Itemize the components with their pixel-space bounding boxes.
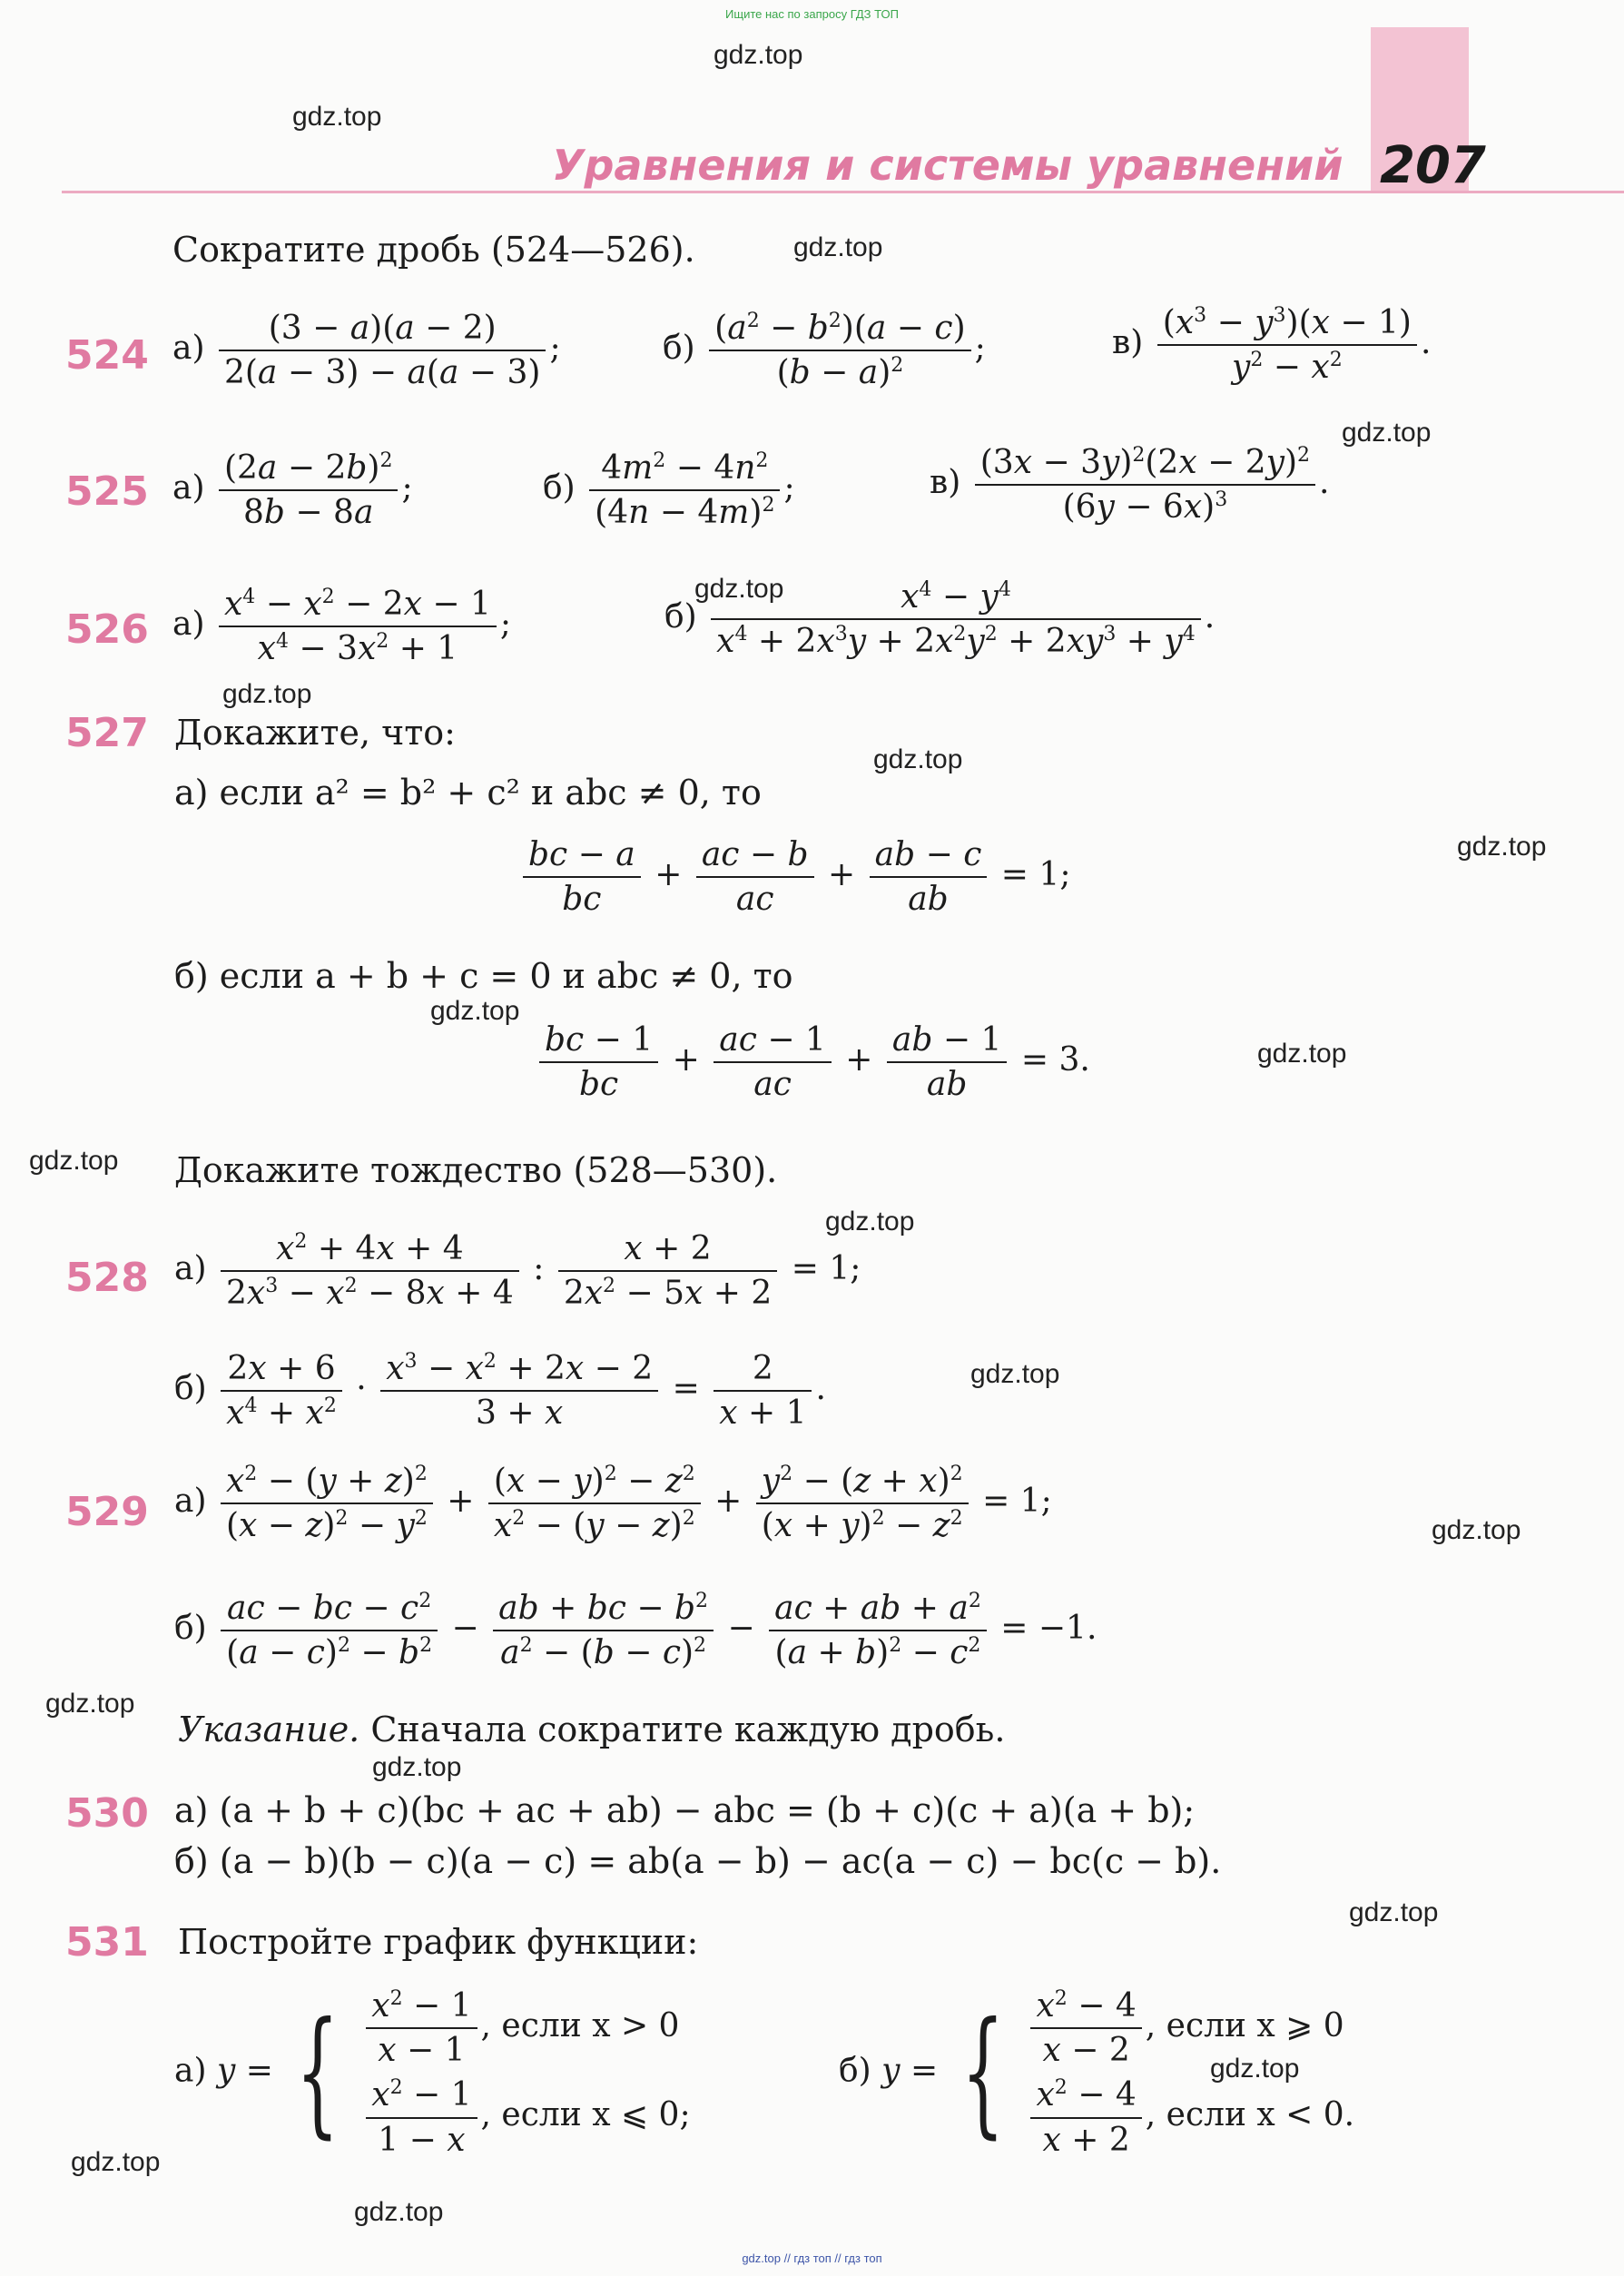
watermark: gdz.top — [970, 1359, 1060, 1389]
watermark: gdz.top — [873, 744, 963, 774]
problem-526-a: а) $\frac{x^4 - x^2 - 2x - 1}{x^4 - 3x^2 + 1}$ ; — [172, 586, 512, 668]
watermark: gdz.top — [714, 40, 803, 70]
problem-531-intro: Постройте график функции: — [178, 1922, 699, 1962]
watermark: gdz.top — [1349, 1897, 1439, 1927]
hint-text: Сначала сократите каждую дробь. — [370, 1709, 1006, 1749]
problem-525-v: в) $\frac{(3x - 3y)^2(2x - 2y)^2}{(6y - 6x)^3}$ . — [930, 444, 1330, 527]
watermark: gdz.top — [354, 2197, 444, 2227]
problem-527-a-identity: $\frac{bc - a}{bc}$ + $\frac{ac - b}{ac}$ + $\frac{ab - c}{ab}$ = 1; — [519, 835, 1070, 919]
bottom-note: gdz.top // гдз топ // гдз топ — [742, 2251, 882, 2265]
problem-527-b-identity: $\frac{bc - 1}{bc}$ + $\frac{ac - 1}{ac}$ + $\frac{ab - 1}{ab}$ = 3. — [536, 1020, 1090, 1104]
problem-526-b: б) $\frac{x^4 - y^4}{x^4 + 2x^3y + 2x^2y^2 + 2xy^3 + y^4}$ . — [664, 578, 1216, 661]
problem-number: 529 — [65, 1489, 149, 1535]
watermark: gdz.top — [1342, 418, 1432, 448]
header-title: Уравнения и системы уравнений — [552, 141, 1343, 190]
watermark: gdz.top — [694, 574, 784, 604]
watermark: gdz.top — [292, 102, 382, 132]
problem-528-b: б) $\frac{2x + 6}{x^4 + x^2}$ · $\frac{x^3 - x^2 + 2x - 2}{3 + x}$ = $\frac{2}{x + 1}$ . — [174, 1350, 826, 1433]
watermark: gdz.top — [1457, 832, 1547, 862]
watermark: gdz.top — [825, 1207, 915, 1237]
problem-number: 526 — [65, 606, 149, 653]
watermark: gdz.top — [222, 679, 312, 709]
top-search-note: Ищите нас по запросу ГДЗ ТОП — [725, 7, 899, 21]
watermark: gdz.top — [1257, 1039, 1347, 1069]
problem-524-a: а) $\frac{(3 - a)(a - 2)}{2(a - 3) - a(a - 3)}$ ; — [172, 310, 561, 392]
problem-524-b: б) $\frac{(a^2 - b^2)(a - c)}{(b - a)^2}$ ; — [663, 310, 986, 392]
problem-number: 525 — [65, 468, 149, 515]
watermark: gdz.top — [1210, 2054, 1300, 2084]
problem-527-b-condition: б) если a + b + c = 0 и abc ≠ 0, то — [174, 956, 793, 996]
watermark: gdz.top — [793, 232, 883, 262]
watermark: gdz.top — [71, 2147, 161, 2177]
problem-528-a: а) $\frac{x^2 + 4x + 4}{2x^3 - x^2 - 8x + 4}$ : $\frac{x + 2}{2x^2 - 5x + 2}$ = 1; — [174, 1230, 861, 1313]
problem-number: 527 — [65, 710, 149, 756]
problem-527-a-condition: а) если a² = b² + c² и abc ≠ 0, то — [174, 773, 762, 813]
problem-530-b: б) (a − b)(b − c)(a − c) = ab(a − b) − ac(a − c) − bc(c − b). — [174, 1841, 1222, 1881]
problem-number: 524 — [65, 332, 149, 379]
watermark: gdz.top — [1432, 1515, 1521, 1545]
hint-label: Указание. — [178, 1709, 360, 1749]
problem-529-hint — [178, 1710, 1005, 1750]
problem-524-v: в) $\frac{(x^3 - y^3)(x - 1)}{y^2 - x^2}$ . — [1112, 304, 1432, 387]
problem-525-a: а) $\frac{(2a - 2b)^2}{8b - 8a}$ ; — [172, 449, 413, 532]
watermark: gdz.top — [45, 1689, 135, 1719]
problem-number: 531 — [65, 1919, 149, 1966]
watermark: gdz.top — [29, 1146, 119, 1176]
section-intro: Сократите дробь (524—526). — [172, 230, 695, 270]
watermark: gdz.top — [430, 996, 520, 1026]
problem-number: 530 — [65, 1790, 149, 1837]
problem-531-a: а) y = { $\frac{x^2 - 1}{x - 1}$ , если x > 0 $\frac{x^2 - 1}{1 - x}$ , если x ⩽ 0; — [174, 1987, 691, 2159]
watermark: gdz.top — [372, 1752, 462, 1782]
problem-529-a: а) $\frac{x^2 - (y + z)^2}{(x - z)^2 - y^2}$ + $\frac{(x - y)^2 - z^2}{x^2 - (y - z)^2}$ + $\frac{y^2 - (z + x)^2}{(x + y)^2 - z^2}$ = 1; — [174, 1463, 1052, 1545]
section-intro: Докажите тождество (528—530). — [174, 1150, 778, 1190]
problem-number: 528 — [65, 1255, 149, 1301]
problem-527-intro: Докажите, что: — [174, 713, 456, 753]
problem-525-b: б) $\frac{4m^2 - 4n^2}{(4n - 4m)^2}$ ; — [543, 449, 795, 532]
page-number: 207 — [1380, 136, 1486, 195]
problem-530-a: а) (a + b + c)(bc + ac + ab) − abc = (b + c)(c + a)(a + b); — [174, 1790, 1196, 1830]
problem-531-b: б) y = { $\frac{x^2 - 4}{x - 2}$ , если x ⩾ 0 $\frac{x^2 - 4}{x + 2}$ , если x < 0. — [839, 1987, 1355, 2159]
problem-529-b: б) $\frac{ac - bc - c^2}{(a - c)^2 - b^2}$ − $\frac{ab + bc - b^2}{a^2 - (b - c)^2}$ − $\frac{ac + ab + a^2}{(a + b)^2 - c^2}$ = −1. — [174, 1590, 1097, 1672]
